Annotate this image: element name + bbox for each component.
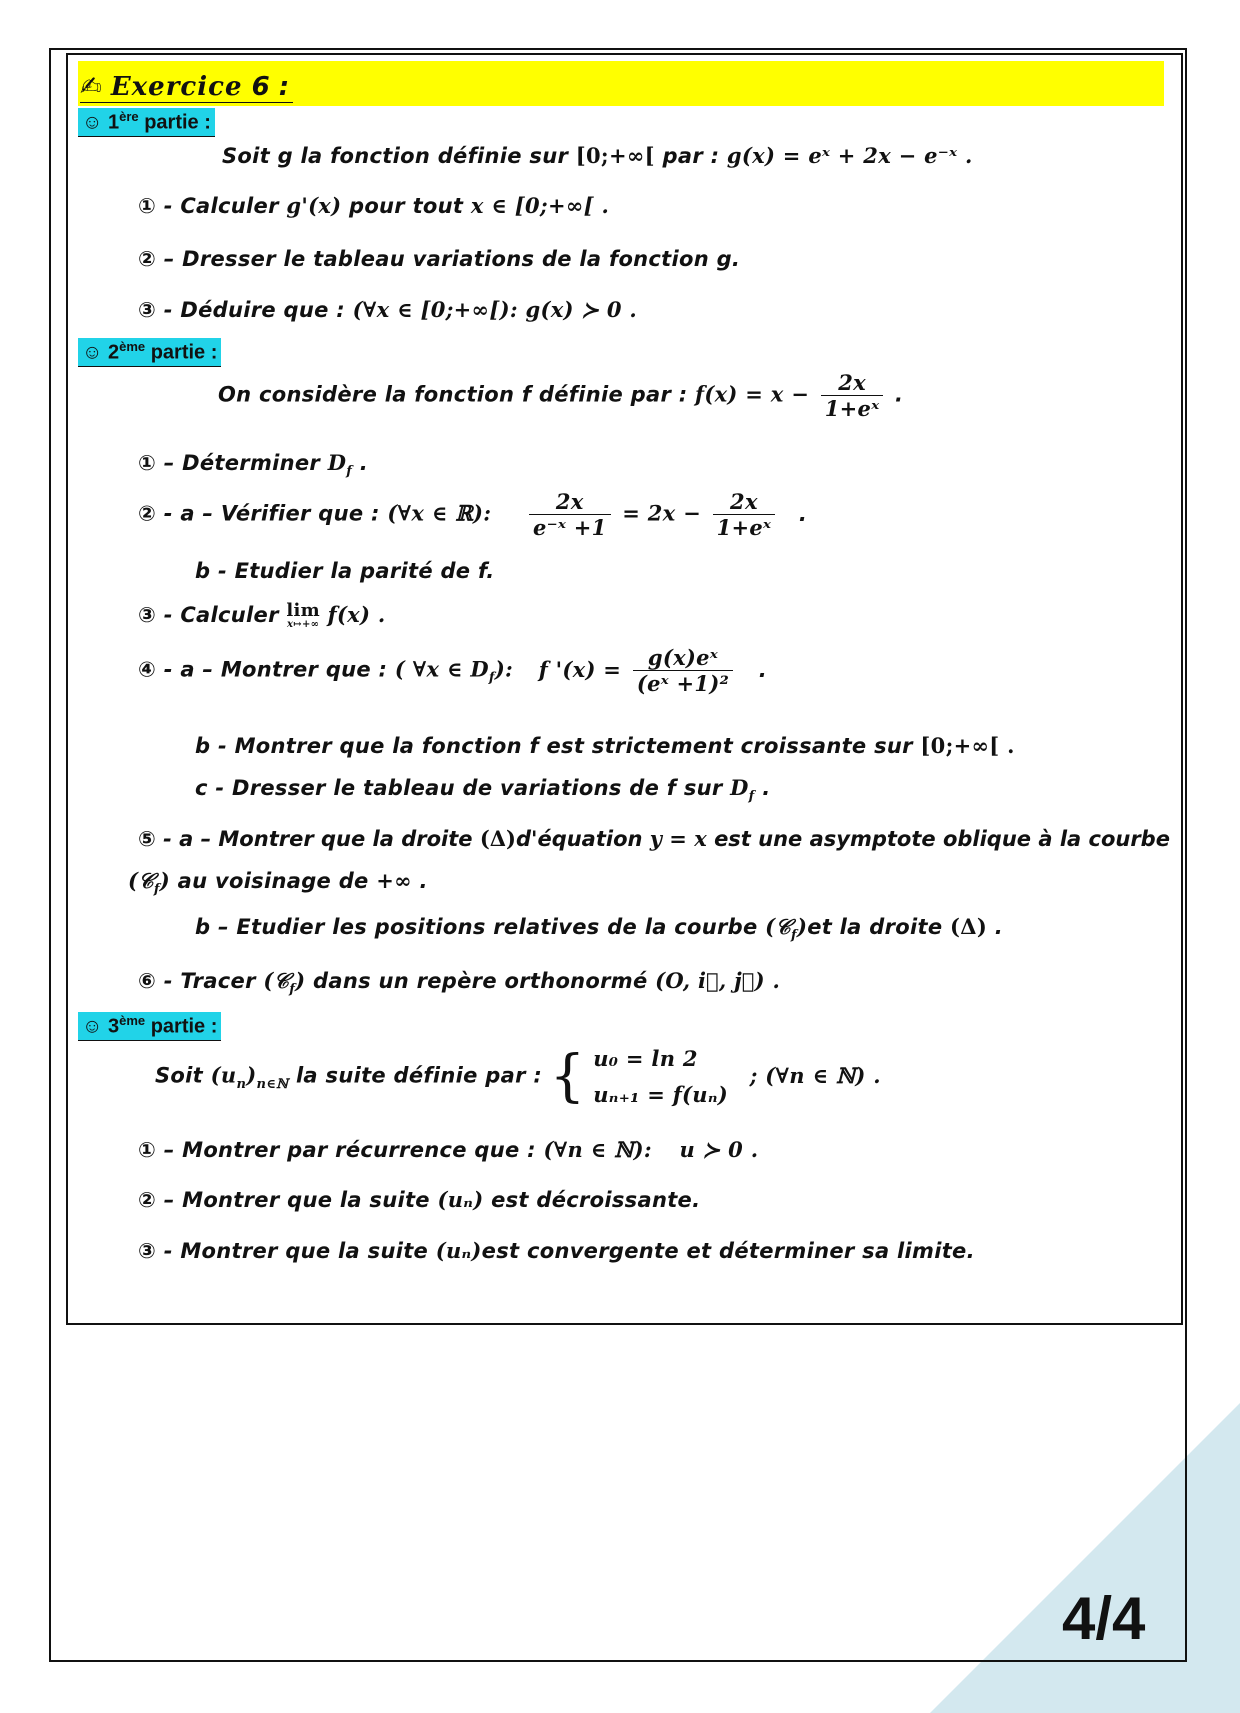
part2-question-4a: ④ - a – Montrer que : ( ∀x ∈ $D_f$): f '(x) = $\frac{\text{g(x)eˣ}}{\text{(eˣ +1)²}}$ . (138, 645, 767, 696)
part3-question-1: ① – Montrer par récurrence que : (∀n ∈ ℕ): u ≻ 0 . (138, 1137, 759, 1162)
part3-question-3: ③ - Montrer que la suite (uₙ)est convergente et déterminer sa limite. (138, 1238, 975, 1263)
part2-question-5a-cont: (𝒞$_f$) au voisinage de +∞ . (128, 868, 428, 898)
fraction: $\frac{2x}{\text{1+eˣ}}$ (821, 370, 884, 421)
part2-question-1: ① – Déterminer $D_f$ . (138, 450, 369, 480)
exercise-title: ✍ Exercice 6 : (80, 72, 293, 103)
writing-hand-icon: ✍ (80, 72, 102, 102)
part2-question-5a: ⑤ - a – Montrer que la droite (Δ)d'équation y = x est une asymptote oblique à la courbe (138, 826, 1170, 851)
page-number: 4/4 (1062, 1585, 1146, 1652)
part2-intro: On considère la fonction f définie par : f(x) = x − $\frac{2x}{\text{1+eˣ}}$ . (218, 370, 904, 421)
part2-question-3: ③ - Calculer lim x↦+∞ f(x) . (138, 600, 386, 630)
recurrence-system: u₀ = ln 2 uₙ₊₁ = f(uₙ) (593, 1046, 729, 1107)
part2-question-4b: b - Montrer que la fonction f est strictement croissante sur [0;+∞[ . (195, 733, 1015, 758)
part-2-label: ☺ 2ème partie : (78, 338, 221, 367)
part1-question-1: ① - Calculer g'(x) pour tout x ∈ [0;+∞[ . (138, 193, 610, 218)
part1-intro: Soit g la fonction définie sur [0;+∞[ par : g(x) = eˣ + 2x − e⁻ˣ . (222, 143, 973, 168)
part-3-label: ☺ 3ème partie : (78, 1012, 221, 1041)
part2-question-2a: ② - a – Vérifier que : (∀x ∈ ℝ): $\frac{2x}{\text{e⁻ˣ +1}}$ = 2x − $\frac{2x}{\text{1+eˣ}}$ . (138, 489, 808, 540)
part3-intro: Soit $(u_n)_{n\in ℕ}$ la suite définie par : { u₀ = ln 2 uₙ₊₁ = f(uₙ) ; (∀n ∈ ℕ) . (155, 1041, 881, 1112)
fraction: $\frac{2x}{\text{1+eˣ}}$ (713, 489, 776, 540)
part2-question-4c: c - Dresser le tableau de variations de f sur $D_f$ . (195, 775, 771, 805)
part1-question-3: ③ - Déduire que : (∀x ∈ [0;+∞[): g(x) ≻ 0 . (138, 297, 638, 322)
part2-question-2b: b - Etudier la parité de f. (195, 559, 495, 583)
fraction: $\frac{2x}{\text{e⁻ˣ +1}}$ (529, 489, 611, 540)
smiley-icon: ☺ (82, 1015, 103, 1038)
smiley-icon: ☺ (82, 111, 103, 134)
fraction: $\frac{\text{g(x)eˣ}}{\text{(eˣ +1)²}}$ (633, 645, 733, 696)
part2-question-6: ⑥ - Tracer (𝒞$_f$) dans un repère orthonormé (O, i⃗, j⃗) . (138, 968, 781, 998)
part2-question-5b: b – Etudier les positions relatives de la courbe (𝒞$_f$)et la droite (Δ) . (195, 914, 1003, 944)
part1-question-2: ② – Dresser le tableau variations de la fonction g. (138, 247, 741, 271)
smiley-icon: ☺ (82, 341, 103, 364)
brace: { (549, 1043, 586, 1109)
part-1-label: ☺ 1ère partie : (78, 108, 215, 137)
part3-question-2: ② – Montrer que la suite (uₙ) est décroissante. (138, 1187, 701, 1212)
